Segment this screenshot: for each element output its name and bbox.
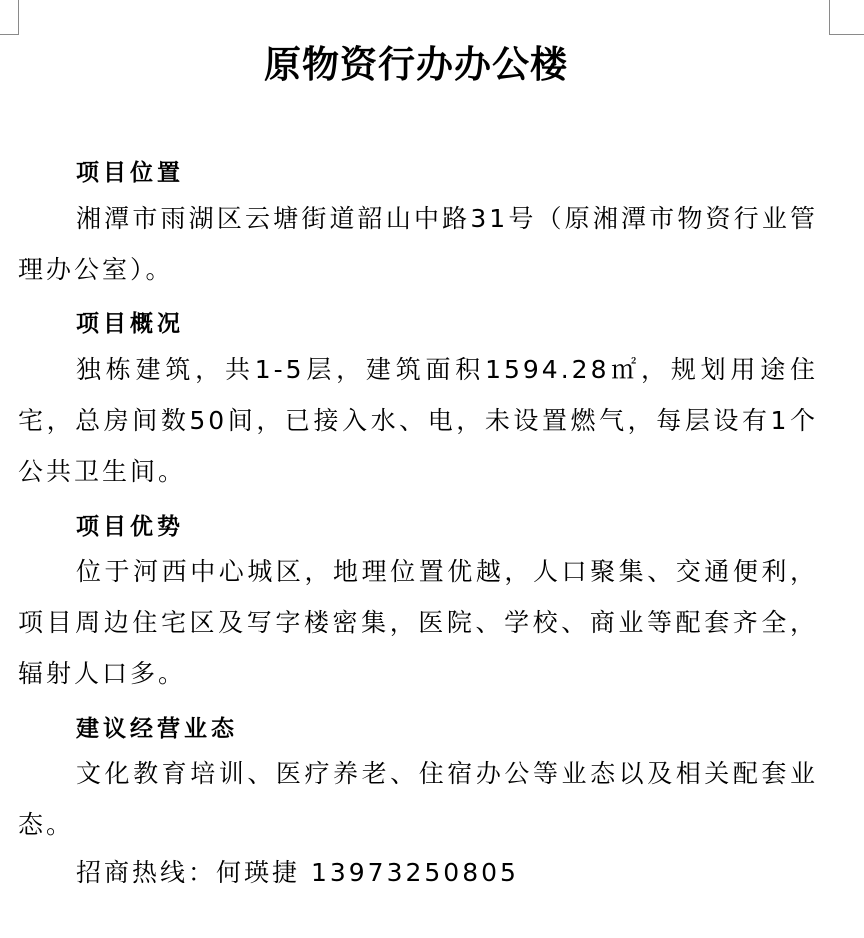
document-title: 原物资行办办公楼 (264, 43, 568, 86)
investment-hotline: 招商热线：何瑛捷 13973250805 (76, 858, 519, 887)
section-heading-suggested-business: 建议经营业态 (76, 716, 238, 742)
section-body-advantages: 位于河西中心城区，地理位置优越，人口聚集、交通便利，项目周边住宅区及写字楼密集，医院、学校、商业等配套齐全，辐射人口多。 (18, 557, 818, 688)
page-corner-mark-left (0, 0, 19, 35)
section-body-overview: 独栋建筑，共1-5层，建筑面积1594.28㎡，规划用途住宅，总房间数50间，已接入水、电，未设置燃气，每层设有1个公共卫生间。 (18, 355, 818, 486)
section-heading-advantages: 项目优势 (76, 514, 184, 540)
section-body-location: 湘潭市雨湖区云塘街道韶山中路31号（原湘潭市物资行业管理办公室）。 (18, 204, 818, 284)
section-heading-location: 项目位置 (76, 160, 184, 186)
section-body-suggested-business: 文化教育培训、医疗养老、住宿办公等业态以及相关配套业态。 (18, 759, 818, 839)
page-corner-mark-right (829, 0, 864, 35)
section-heading-overview: 项目概况 (76, 311, 184, 337)
